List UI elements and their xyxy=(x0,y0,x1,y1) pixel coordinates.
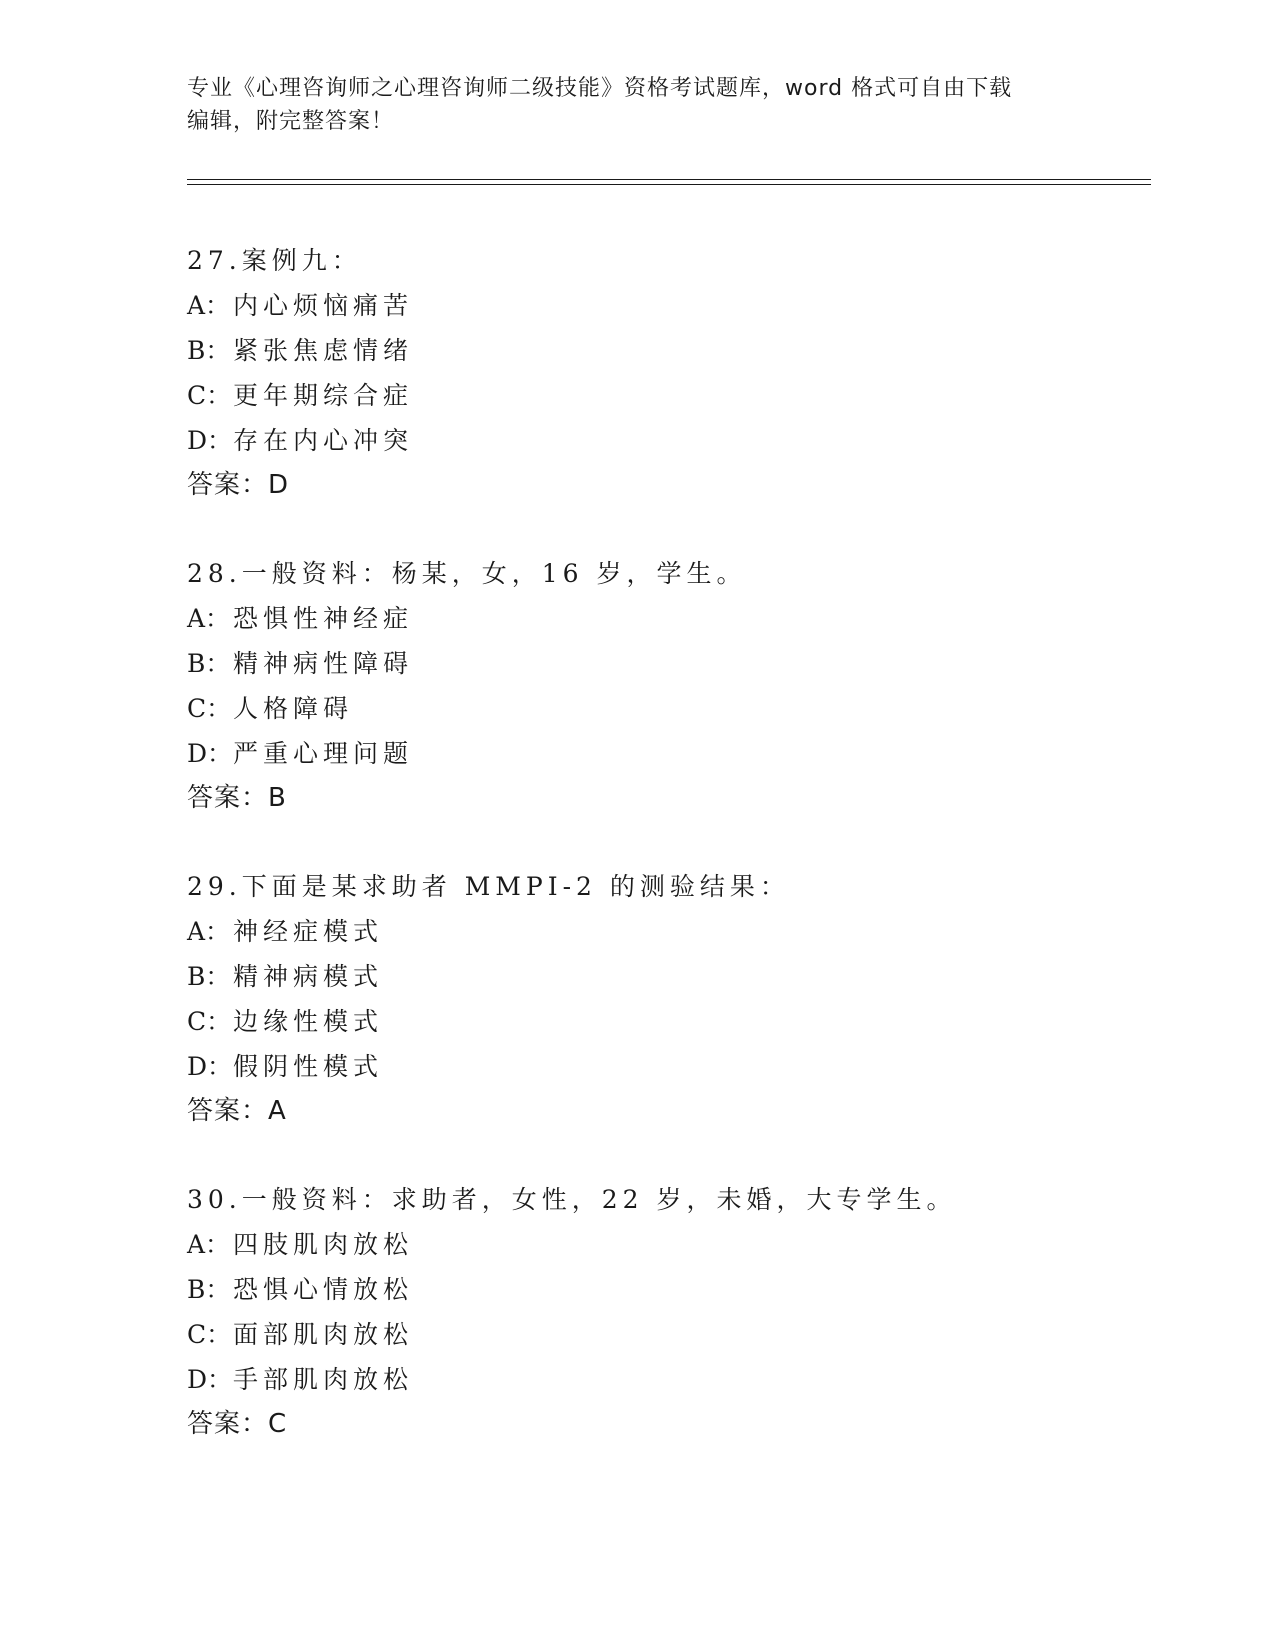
option-text: 手部肌肉放松 xyxy=(233,1365,414,1394)
option-letter: D： xyxy=(187,426,233,455)
option-letter: D： xyxy=(187,739,233,768)
question-28 xyxy=(187,551,1151,821)
question-stem: 29.下面是某求助者 MMPI-2 的测验结果： xyxy=(187,872,790,901)
option-d xyxy=(187,1044,1151,1089)
option-text: 存在内心冲突 xyxy=(233,426,414,455)
option-c xyxy=(187,999,1151,1044)
option-a xyxy=(187,283,1151,328)
question-30 xyxy=(187,1177,1151,1447)
answer-line: 答案：A xyxy=(187,1096,287,1126)
option-d xyxy=(187,731,1151,776)
option-text: 面部肌肉放松 xyxy=(233,1320,414,1349)
header-line-2: 编辑，附完整答案！ xyxy=(187,109,395,134)
option-letter: B： xyxy=(187,649,231,678)
question-stem: 27.案例九： xyxy=(187,246,362,275)
option-letter: B： xyxy=(187,336,231,365)
option-d xyxy=(187,1357,1151,1402)
option-letter: C： xyxy=(187,1320,232,1349)
option-b xyxy=(187,328,1151,373)
option-text: 人格障碍 xyxy=(233,694,354,723)
option-text: 恐惧性神经症 xyxy=(233,604,414,633)
header-divider-bottom xyxy=(187,184,1151,185)
option-letter: C： xyxy=(187,1007,232,1036)
option-text: 恐惧心情放松 xyxy=(233,1275,414,1304)
option-letter: A： xyxy=(187,291,231,320)
option-letter: A： xyxy=(187,604,231,633)
option-letter: D： xyxy=(187,1052,233,1081)
document-header xyxy=(187,72,1087,138)
option-text: 严重心理问题 xyxy=(233,739,414,768)
option-text: 边缘性模式 xyxy=(233,1007,384,1036)
option-letter: B： xyxy=(187,962,231,991)
option-letter: A： xyxy=(187,917,231,946)
option-letter: A： xyxy=(187,1230,231,1259)
option-text: 假阴性模式 xyxy=(233,1052,384,1081)
option-a xyxy=(187,1222,1151,1267)
answer-line: 答案：B xyxy=(187,783,287,813)
option-a xyxy=(187,596,1151,641)
answer-line: 答案：D xyxy=(187,470,290,500)
option-text: 神经症模式 xyxy=(233,917,384,946)
answer-line: 答案：C xyxy=(187,1409,288,1439)
option-c xyxy=(187,686,1151,731)
option-a xyxy=(187,909,1151,954)
question-stem: 28.一般资料：杨某，女，16 岁，学生。 xyxy=(187,559,747,588)
option-text: 紧张焦虑情绪 xyxy=(233,336,414,365)
option-d xyxy=(187,418,1151,463)
option-b xyxy=(187,954,1151,999)
option-text: 精神病性障碍 xyxy=(233,649,414,678)
question-stem: 30.一般资料：求助者，女性，22 岁，未婚，大专学生。 xyxy=(187,1185,957,1214)
question-27 xyxy=(187,238,1151,508)
option-text: 精神病模式 xyxy=(233,962,384,991)
option-b xyxy=(187,641,1151,686)
option-c xyxy=(187,1312,1151,1357)
option-text: 内心烦恼痛苦 xyxy=(233,291,414,320)
option-letter: C： xyxy=(187,694,232,723)
question-list xyxy=(187,238,1151,1490)
option-letter: D： xyxy=(187,1365,233,1394)
option-letter: B： xyxy=(187,1275,231,1304)
option-c xyxy=(187,373,1151,418)
header-line-1: 专业《心理咨询师之心理咨询师二级技能》资格考试题库，word 格式可自由下载 xyxy=(187,76,1013,101)
option-text: 更年期综合症 xyxy=(233,381,414,410)
header-divider-top xyxy=(187,179,1151,180)
question-29 xyxy=(187,864,1151,1134)
option-b xyxy=(187,1267,1151,1312)
option-text: 四肢肌肉放松 xyxy=(233,1230,414,1259)
option-letter: C： xyxy=(187,381,232,410)
